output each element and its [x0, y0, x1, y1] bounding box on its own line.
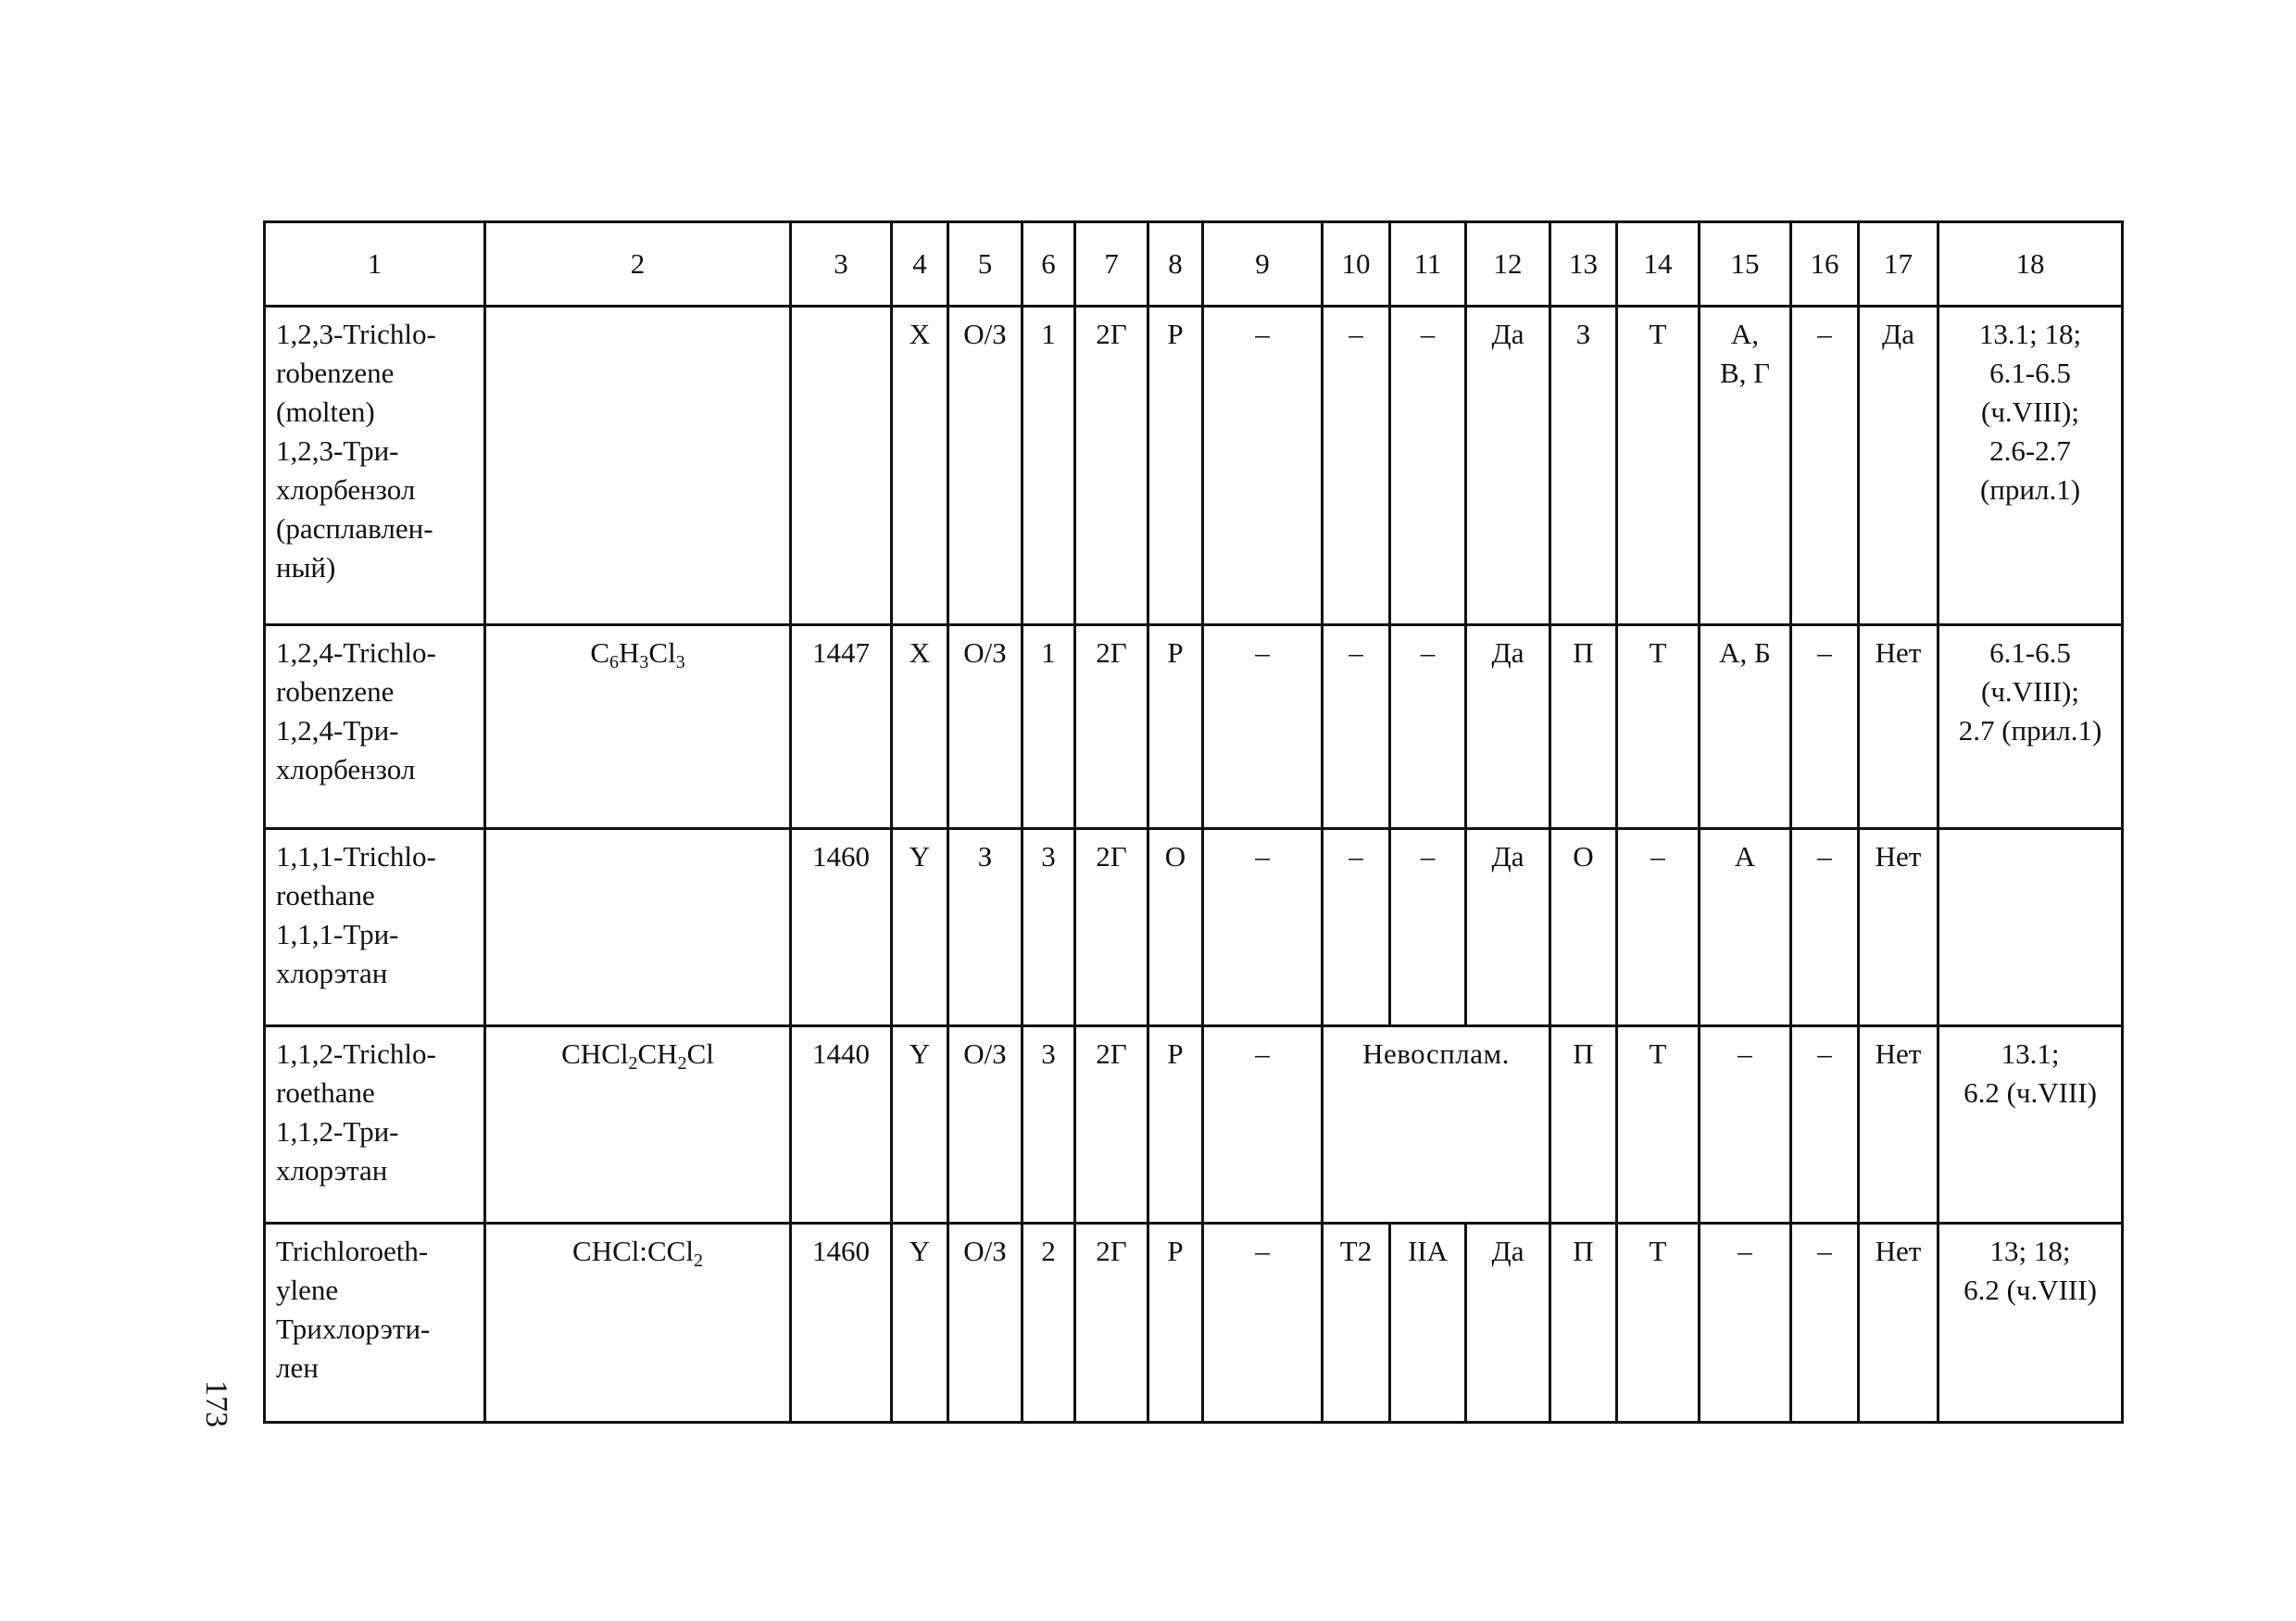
column-8-cell: О — [1148, 829, 1203, 1026]
cargo-name-cell — [265, 625, 485, 829]
column-7-cell: 2Г — [1075, 625, 1148, 829]
formula-text: Cl — [686, 1037, 714, 1070]
column-8-cell: Р — [1148, 625, 1203, 829]
cargo-name-cell — [265, 1224, 485, 1423]
formula-subscript: 6 — [609, 652, 619, 672]
cell-line: (прил.1) — [1979, 473, 2081, 506]
formula-subscript: 2 — [677, 1053, 687, 1074]
column-header: 11 — [1390, 222, 1466, 307]
column-5-cell: О/З — [948, 307, 1023, 625]
cell-line: (расплавлен- — [276, 512, 433, 545]
formula-text: CHCl:CCl — [572, 1235, 694, 1267]
requirements-cell — [1938, 1026, 2123, 1224]
cell-line: 13.1; — [2001, 1037, 2060, 1070]
cell-line: 1,1,1-Три- — [276, 918, 399, 950]
column-17-cell: Нет — [1859, 829, 1938, 1026]
formula-text: CH — [637, 1037, 678, 1070]
chemical-formula-cell — [485, 1224, 791, 1423]
requirements-cell — [1938, 829, 2123, 1026]
cell-line: roethane — [276, 879, 375, 911]
column-14-cell: Т — [1617, 625, 1700, 829]
formula-text: H — [619, 636, 640, 669]
cell-line: хлорбензол — [276, 473, 416, 506]
formula-subscript: 3 — [675, 652, 685, 672]
column-12-cell: Да — [1466, 1224, 1550, 1423]
column-header: 13 — [1550, 222, 1617, 307]
column-header: 3 — [791, 222, 892, 307]
cell-line: 1,1,2-Три- — [276, 1115, 399, 1148]
column-6-cell: 1 — [1023, 307, 1075, 625]
page-number: 173 — [199, 1380, 233, 1427]
cell-line: robenzene — [276, 357, 395, 389]
cell-line: А, — [1730, 318, 1760, 350]
cell-line: (ч.VIII); — [1981, 396, 2079, 428]
column-header: 14 — [1617, 222, 1700, 307]
column-5-cell: О/З — [948, 625, 1023, 829]
column-16-cell: – — [1791, 1224, 1859, 1423]
cargo-name-cell — [265, 307, 485, 625]
column-header: 18 — [1938, 222, 2123, 307]
column-header: 1 — [265, 222, 485, 307]
column-16-cell: – — [1791, 829, 1859, 1026]
column-8-cell: Р — [1148, 1224, 1203, 1423]
cell-line: 13; 18; — [1989, 1235, 2071, 1267]
cell-line: Trichloroeth- — [276, 1235, 429, 1267]
table-row — [265, 1026, 2123, 1224]
table-row — [265, 1224, 2123, 1423]
column-header: 10 — [1323, 222, 1390, 307]
table-row — [265, 829, 2123, 1026]
cell-line: хлорэтан — [276, 1154, 388, 1187]
cell-line: 1,1,2-Trichlo- — [276, 1037, 436, 1070]
column-14-cell: Т — [1617, 1026, 1700, 1224]
cell-line: robenzene — [276, 675, 395, 708]
column-9-cell: – — [1203, 1026, 1323, 1224]
column-6-cell: 3 — [1023, 829, 1075, 1026]
cell-line: 1,2,3-Три- — [276, 434, 399, 467]
column-4-cell: Y — [892, 829, 948, 1026]
column-17-cell: Нет — [1859, 625, 1938, 829]
cell-line: 6.2 (ч.VIII) — [1964, 1076, 2097, 1109]
un-number-cell: 1447 — [791, 625, 892, 829]
column-16-cell: – — [1791, 307, 1859, 625]
column-10-cell: – — [1323, 829, 1390, 1026]
column-12-cell: Да — [1466, 829, 1550, 1026]
column-12-cell: Да — [1466, 625, 1550, 829]
column-header: 9 — [1203, 222, 1323, 307]
column-9-cell: – — [1203, 625, 1323, 829]
column-4-cell: Y — [892, 1224, 948, 1423]
cell-line: 6.1-6.5 — [1989, 636, 2071, 669]
cell-line: лен — [276, 1351, 319, 1384]
cell-line: Трихлорэти- — [276, 1313, 431, 1345]
table-body — [265, 307, 2123, 1423]
column-header: 15 — [1700, 222, 1791, 307]
cell-line: – — [1738, 1235, 1752, 1267]
column-9-cell: – — [1203, 1224, 1323, 1423]
cell-line: 1,2,4-Три- — [276, 714, 399, 747]
column-7-cell: 2Г — [1075, 307, 1148, 625]
un-number-cell: 1460 — [791, 1224, 892, 1423]
column-15-cell — [1700, 625, 1791, 829]
column-5-cell: О/З — [948, 1224, 1023, 1423]
chemical-formula-cell — [485, 307, 791, 625]
column-header: 4 — [892, 222, 948, 307]
column-header: 7 — [1075, 222, 1148, 307]
column-11-cell: – — [1390, 307, 1466, 625]
column-5-cell: З — [948, 829, 1023, 1026]
column-header: 12 — [1466, 222, 1550, 307]
cell-line: 6.1-6.5 — [1989, 357, 2071, 389]
cell-line: 2.7 (прил.1) — [1958, 714, 2102, 747]
un-number-cell: 1460 — [791, 829, 892, 1026]
column-5-cell: О/З — [948, 1026, 1023, 1224]
cell-line: ный) — [276, 551, 336, 584]
cell-line: 6.2 (ч.VIII) — [1964, 1274, 2097, 1306]
column-8-cell: Р — [1148, 1026, 1203, 1224]
column-14-cell: Т — [1617, 307, 1700, 625]
column-4-cell: Y — [892, 1026, 948, 1224]
column-9-cell: – — [1203, 829, 1323, 1026]
formula-subscript: 2 — [628, 1053, 638, 1074]
cell-line: А — [1734, 840, 1756, 873]
column-12-cell: Да — [1466, 307, 1550, 625]
column-13-cell: П — [1550, 1026, 1617, 1224]
cell-line: ylene — [276, 1274, 339, 1306]
requirements-cell — [1938, 1224, 2123, 1423]
column-header: 17 — [1859, 222, 1938, 307]
column-8-cell: Р — [1148, 307, 1203, 625]
column-10-cell: T2 — [1323, 1224, 1390, 1423]
column-6-cell: 1 — [1023, 625, 1075, 829]
cargo-properties-table — [263, 220, 2124, 1424]
formula-subscript: 3 — [639, 652, 649, 672]
cell-line: – — [1738, 1037, 1752, 1070]
cargo-name-cell — [265, 1026, 485, 1224]
non-flammable-span-cell: Невосплам. — [1323, 1026, 1550, 1224]
column-6-cell: 3 — [1023, 1026, 1075, 1224]
cell-line: хлорбензол — [276, 753, 416, 785]
column-4-cell: X — [892, 307, 948, 625]
column-17-cell: Нет — [1859, 1224, 1938, 1423]
cell-line: (ч.VIII); — [1981, 675, 2079, 708]
column-header: 16 — [1791, 222, 1859, 307]
column-10-cell: – — [1323, 625, 1390, 829]
column-6-cell: 2 — [1023, 1224, 1075, 1423]
column-4-cell: X — [892, 625, 948, 829]
formula-text: C — [590, 636, 609, 669]
cell-line: roethane — [276, 1076, 375, 1109]
cell-line: 1,2,4-Trichlo- — [276, 636, 436, 669]
column-7-cell: 2Г — [1075, 1026, 1148, 1224]
column-header: 6 — [1023, 222, 1075, 307]
chemical-formula-cell — [485, 829, 791, 1026]
un-number-cell: 1440 — [791, 1026, 892, 1224]
column-14-cell: Т — [1617, 1224, 1700, 1423]
chemical-formula-cell — [485, 625, 791, 829]
column-13-cell: О — [1550, 829, 1617, 1026]
column-14-cell: – — [1617, 829, 1700, 1026]
column-15-cell — [1700, 1026, 1791, 1224]
column-13-cell: П — [1550, 625, 1617, 829]
column-15-cell — [1700, 307, 1791, 625]
column-header: 2 — [485, 222, 791, 307]
column-17-cell: Нет — [1859, 1026, 1938, 1224]
cell-line: 2.6-2.7 — [1989, 434, 2071, 467]
column-9-cell: – — [1203, 307, 1323, 625]
cargo-name-cell — [265, 829, 485, 1026]
cell-line: (molten) — [276, 396, 375, 428]
table-row — [265, 307, 2123, 625]
cell-line: 1,2,3-Trichlo- — [276, 318, 436, 350]
cell-line: 1,1,1-Trichlo- — [276, 840, 436, 873]
column-11-cell: – — [1390, 829, 1466, 1026]
column-11-cell: – — [1390, 625, 1466, 829]
column-7-cell: 2Г — [1075, 829, 1148, 1026]
un-number-cell — [791, 307, 892, 625]
formula-text: CHCl — [561, 1037, 629, 1070]
chemical-formula-cell — [485, 1026, 791, 1224]
formula-subscript: 2 — [693, 1250, 703, 1271]
column-15-cell — [1700, 829, 1791, 1026]
column-16-cell: – — [1791, 1026, 1859, 1224]
cell-line: 13.1; 18; — [1978, 318, 2082, 350]
column-header: 8 — [1148, 222, 1203, 307]
column-15-cell — [1700, 1224, 1791, 1423]
formula-text: Cl — [648, 636, 676, 669]
column-16-cell: – — [1791, 625, 1859, 829]
header-row — [265, 222, 2123, 307]
column-header: 5 — [948, 222, 1023, 307]
requirements-cell — [1938, 307, 2123, 625]
table-row — [265, 625, 2123, 829]
cell-line: А, Б — [1719, 636, 1771, 669]
column-13-cell: З — [1550, 307, 1617, 625]
column-7-cell: 2Г — [1075, 1224, 1148, 1423]
column-10-cell: – — [1323, 307, 1390, 625]
column-17-cell: Да — [1859, 307, 1938, 625]
column-13-cell: П — [1550, 1224, 1617, 1423]
cell-line: В, Г — [1719, 357, 1771, 389]
requirements-cell — [1938, 625, 2123, 829]
column-11-cell: IIA — [1390, 1224, 1466, 1423]
cell-line: хлорэтан — [276, 957, 388, 989]
